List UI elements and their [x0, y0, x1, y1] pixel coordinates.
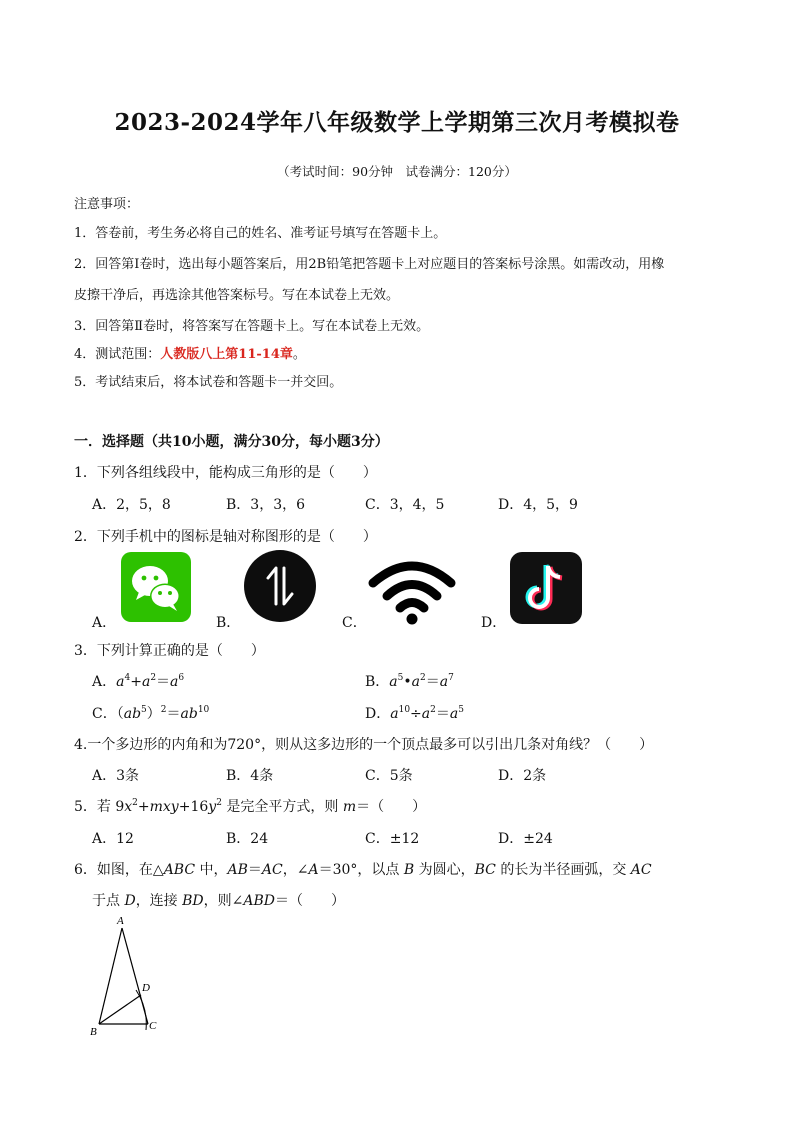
exam-info: （考试时间：90分钟 试卷满分：120分） [277, 164, 517, 179]
note-4-suffix: 。 [292, 347, 306, 362]
q3-option-d: D．$a^{10}\div a^2=a^5$ [365, 705, 464, 722]
q1-option-c: C．3，4，5 [365, 497, 445, 513]
q2-option-a: A． [92, 615, 117, 631]
q3-option-a: A．$a^4+a^2=a^6$ [92, 673, 185, 690]
q5-option-b: B．24 [226, 831, 269, 847]
q5-option-a: A．12 [92, 831, 134, 847]
q1-option-b: B．3，3，6 [226, 497, 306, 513]
q4-stem: 4.一个多边形的内角和为720°，则从这多边形的一个顶点最多可以引出几条对角线？（ ） [74, 737, 654, 753]
note-4-prefix: 4．测试范围： [74, 347, 161, 362]
q3-option-c: C．$(ab^5)^2=ab^{10}$ [92, 705, 210, 722]
q1-option-a: A．2，5，8 [92, 497, 171, 513]
q2-option-b: B． [216, 615, 241, 631]
notes-heading: 注意事项： [74, 197, 140, 212]
transfer-arrows-icon [244, 550, 316, 626]
section-heading: 一．选择题（共10小题，满分30分，每小题3分） [74, 434, 389, 450]
vertex-label-c: C [149, 1020, 157, 1032]
q4-option-b: B．4条 [226, 768, 274, 784]
q5-stem: 5．若 $9x^2+mxy+16y^2$ 是完全平方式，则 m＝（ ） [74, 798, 427, 815]
test-range: 人教版八上第11-14章 [160, 347, 293, 362]
vertex-label-a: A [117, 915, 124, 927]
q5-option-d: D．±24 [498, 831, 553, 847]
vertex-label-b: B [90, 1026, 97, 1038]
q3-option-b: B．$a^5•a^2=a^7$ [365, 673, 454, 690]
wifi-icon [367, 557, 457, 629]
note-3: 3．回答第Ⅱ卷时，将答案写在答题卡上。写在本试卷上无效。 [74, 319, 430, 334]
note-5: 5．考试结束后，将本试卷和答题卡一并交回。 [74, 375, 343, 390]
note-2-line-2: 皮擦干净后，再选涂其他答案标号。写在本试卷上无效。 [74, 288, 400, 303]
q1-stem: 1．下列各组线段中，能构成三角形的是（ ） [74, 465, 377, 481]
q5-option-c: C．±12 [365, 831, 420, 847]
q6-stem-line-2: 于点 D，连接 BD，则∠ABD＝（ ） [92, 893, 346, 909]
q6-stem-line-1: 6．如图，在△ABC 中，AB＝AC，∠A＝30°，以点 B 为圆心，BC 的长为半径画弧，交 AC [74, 862, 652, 878]
q4-option-a: A．3条 [92, 768, 140, 784]
q2-stem: 2．下列手机中的图标是轴对称图形的是（ ） [74, 529, 377, 545]
wechat-icon [121, 552, 191, 626]
note-4 [74, 343, 306, 362]
q2-option-c: C． [342, 615, 367, 631]
page-title: 2023-2024学年八年级数学上学期第三次月考模拟卷 [114, 109, 680, 136]
q2-option-d: D． [481, 615, 507, 631]
vertex-label-d: D [142, 982, 150, 994]
tiktok-icon [510, 552, 582, 628]
triangle-figure [86, 912, 176, 1046]
q1-option-d: D．4，5，9 [498, 497, 578, 513]
note-2-line-1: 2．回答第Ⅰ卷时，选出每小题答案后，用2B铅笔把答题卡上对应题目的答案标号涂黑。如需改动，用橡 [74, 257, 665, 272]
q4-option-d: D．2条 [498, 768, 547, 784]
q3-stem: 3．下列计算正确的是（ ） [74, 643, 265, 659]
note-1: 1．答卷前，考生务必将自己的姓名、准考证号填写在答题卡上。 [74, 226, 447, 241]
q4-option-c: C．5条 [365, 768, 413, 784]
